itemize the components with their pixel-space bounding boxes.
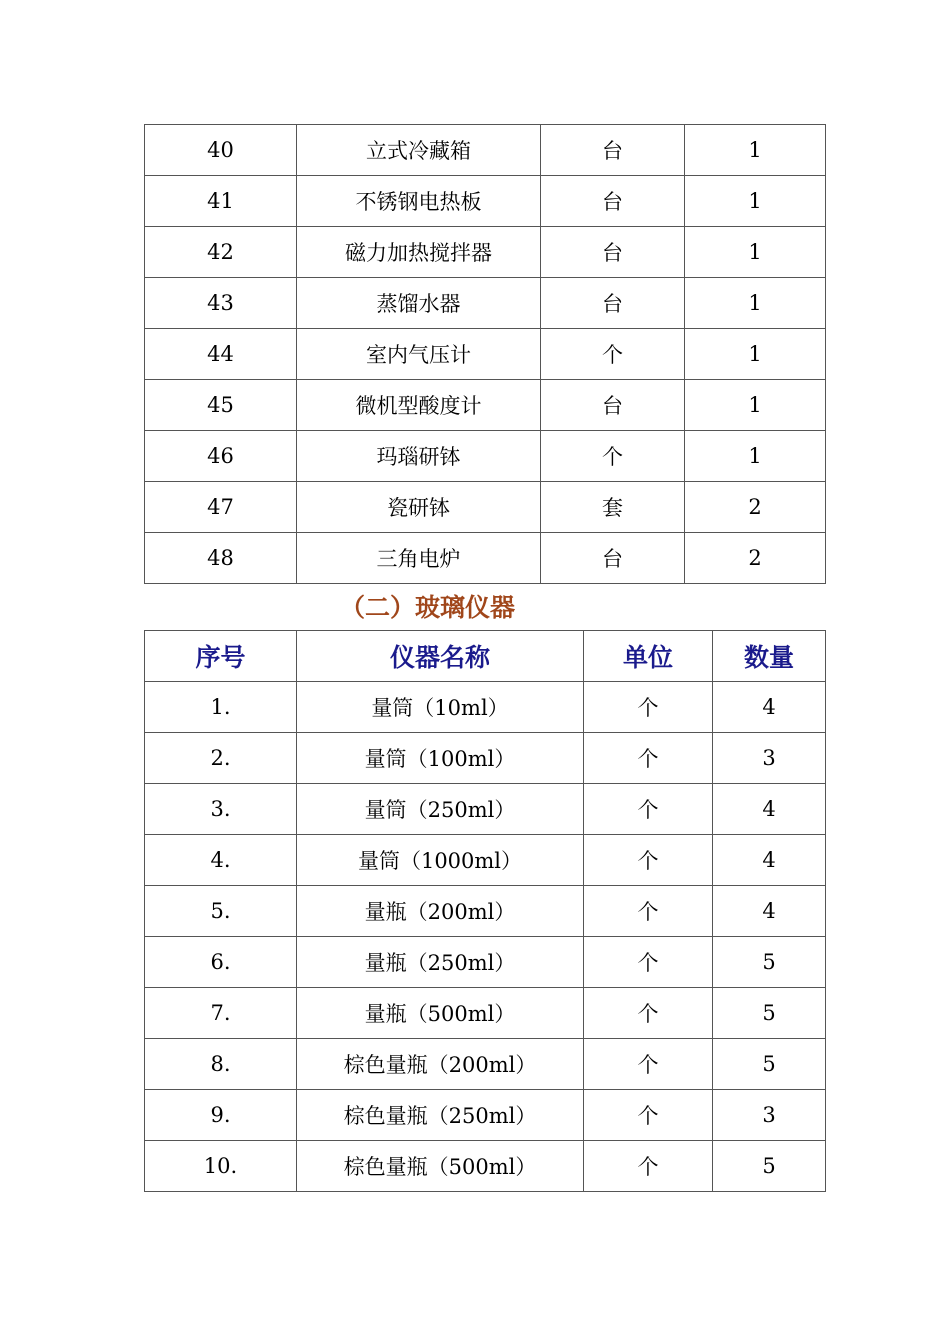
table-row [145,125,826,176]
item-quantity: 1 [685,380,826,431]
glassware-table [144,630,826,1192]
item-name: 量筒（250ml） [297,784,584,835]
item-name: 瓷研钵 [297,482,541,533]
item-quantity: 3 [713,733,826,784]
row-number: 8. [145,1039,297,1090]
table-row [145,227,826,278]
table-row [145,886,826,937]
item-quantity: 4 [713,784,826,835]
header-name: 仪器名称 [297,631,584,682]
table-row [145,278,826,329]
item-unit: 个 [584,1090,713,1141]
item-quantity: 1 [685,227,826,278]
item-unit: 台 [541,176,685,227]
table-row [145,733,826,784]
header-quantity: 数量 [713,631,826,682]
item-quantity: 1 [685,329,826,380]
item-name: 三角电炉 [297,533,541,584]
table-row [145,937,826,988]
item-name: 棕色量瓶（500ml） [297,1141,584,1192]
item-name: 量瓶（500ml） [297,988,584,1039]
item-unit: 台 [541,278,685,329]
row-number: 1. [145,682,297,733]
row-number: 43 [145,278,297,329]
item-unit: 个 [584,835,713,886]
row-number: 46 [145,431,297,482]
item-unit: 个 [584,682,713,733]
item-unit: 个 [584,988,713,1039]
table-row [145,329,826,380]
row-number: 3. [145,784,297,835]
item-name: 室内气压计 [297,329,541,380]
table-row [145,533,826,584]
item-name: 蒸馏水器 [297,278,541,329]
table-row [145,988,826,1039]
row-number: 10. [145,1141,297,1192]
item-quantity: 5 [713,1141,826,1192]
item-name: 量瓶（250ml） [297,937,584,988]
row-number: 44 [145,329,297,380]
item-name: 磁力加热搅拌器 [297,227,541,278]
item-name: 立式冷藏箱 [297,125,541,176]
item-unit: 个 [584,886,713,937]
row-number: 45 [145,380,297,431]
row-number: 2. [145,733,297,784]
item-name: 量筒（100ml） [297,733,584,784]
row-number: 40 [145,125,297,176]
item-quantity: 5 [713,1039,826,1090]
item-unit: 台 [541,227,685,278]
item-quantity: 4 [713,886,826,937]
item-name: 棕色量瓶（200ml） [297,1039,584,1090]
item-name: 不锈钢电热板 [297,176,541,227]
item-quantity: 1 [685,176,826,227]
table-row [145,1141,826,1192]
item-quantity: 2 [685,533,826,584]
item-unit: 个 [584,937,713,988]
row-number: 7. [145,988,297,1039]
table-row [145,380,826,431]
header-unit: 单位 [584,631,713,682]
equipment-table [144,124,826,584]
table-row [145,1039,826,1090]
row-number: 6. [145,937,297,988]
item-quantity: 4 [713,682,826,733]
item-name: 玛瑙研钵 [297,431,541,482]
header-number: 序号 [145,631,297,682]
row-number: 5. [145,886,297,937]
item-unit: 个 [584,733,713,784]
table-header-row [145,631,826,682]
row-number: 47 [145,482,297,533]
item-name: 量筒（10ml） [297,682,584,733]
item-unit: 个 [541,431,685,482]
row-number: 9. [145,1090,297,1141]
item-quantity: 1 [685,125,826,176]
table-row [145,835,826,886]
item-unit: 个 [584,784,713,835]
table-row [145,1090,826,1141]
row-number: 41 [145,176,297,227]
table-row [145,784,826,835]
item-quantity: 1 [685,431,826,482]
item-quantity: 5 [713,937,826,988]
item-quantity: 1 [685,278,826,329]
item-unit: 台 [541,533,685,584]
item-name: 量瓶（200ml） [297,886,584,937]
section-title: （二）玻璃仪器 [340,593,516,622]
item-unit: 台 [541,380,685,431]
item-unit: 套 [541,482,685,533]
row-number: 4. [145,835,297,886]
table-row [145,482,826,533]
table-row [145,682,826,733]
row-number: 48 [145,533,297,584]
item-quantity: 5 [713,988,826,1039]
item-quantity: 3 [713,1090,826,1141]
item-quantity: 2 [685,482,826,533]
row-number: 42 [145,227,297,278]
item-unit: 个 [541,329,685,380]
table-row [145,431,826,482]
table-row [145,176,826,227]
item-name: 棕色量瓶（250ml） [297,1090,584,1141]
item-name: 量筒（1000ml） [297,835,584,886]
item-quantity: 4 [713,835,826,886]
item-unit: 个 [584,1039,713,1090]
item-unit: 台 [541,125,685,176]
item-name: 微机型酸度计 [297,380,541,431]
item-unit: 个 [584,1141,713,1192]
